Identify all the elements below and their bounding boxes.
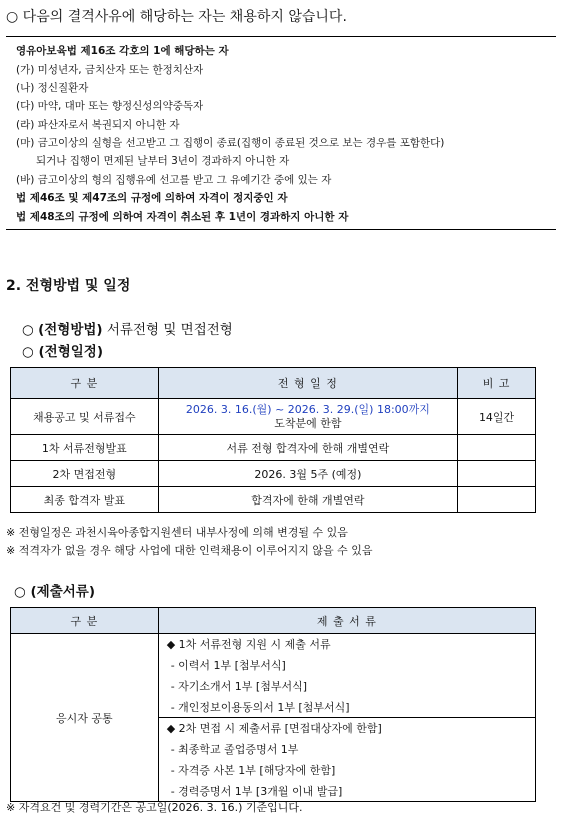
docs-category: 응시자 공통 [11, 634, 159, 802]
disqualification-line: (바) 금고이상의 형의 집행유예 선고를 받고 그 유예기간 중에 있는 자 [16, 174, 332, 186]
row-schedule: 2026. 3월 5주 (예정) [158, 461, 457, 487]
row-note: 14일간 [458, 399, 536, 435]
method-value: 서류전형 및 면접전형 [102, 322, 233, 338]
header-category: 구 분 [11, 608, 159, 634]
schedule-condition: 도착분에 한함 [274, 416, 342, 430]
doc-item: - 이력서 1부 [첨부서식] [158, 655, 535, 676]
schedule-heading: ○ (전형일정) [22, 344, 103, 360]
doc-item: - 경력증명서 1부 [3개월 이내 발급] [158, 781, 535, 802]
row-schedule: 서류 전형 합격자에 한해 개별연락 [158, 435, 457, 461]
disqualification-line: (라) 파산자로서 복권되지 아니한 자 [16, 119, 180, 131]
disqualification-line: 법 제46조 및 제47조의 규정에 의하여 자격이 정지중인 자 [16, 192, 288, 204]
section-title: 2. 전형방법 및 일정 [6, 278, 131, 294]
row-category: 1차 서류전형발표 [11, 435, 159, 461]
doc-item: - 개인정보이용동의서 1부 [첨부서식] [158, 697, 535, 718]
doc-item: - 자격증 사본 1부 [해당자에 한함] [158, 760, 535, 781]
row-schedule [158, 399, 457, 435]
table-row [11, 435, 536, 461]
schedule-note: ※ 적격자가 없을 경우 해당 사업에 대한 인력채용이 이루어지지 않을 수 있음 [6, 544, 373, 557]
schedule-period: 2026. 3. 16.(월) ~ 2026. 3. 29.(일) 18:00까지 [185, 402, 430, 416]
doc-item: ◆ 2차 면접 시 제출서류 [면접대상자에 한함] [158, 718, 535, 739]
table-row [11, 461, 536, 487]
disqualification-intro: ○ 다음의 결격사유에 해당하는 자는 채용하지 않습니다. [6, 9, 347, 25]
disqualification-box [6, 36, 556, 230]
row-category: 최종 합격자 발표 [11, 487, 159, 513]
doc-item: - 최종학교 졸업증명서 1부 [158, 739, 535, 760]
disqualification-line: (나) 정신질환자 [16, 82, 89, 94]
method-label: (전형방법) [38, 322, 103, 338]
row-category: 채용공고 및 서류접수 [11, 399, 159, 435]
header-category: 구 분 [11, 368, 159, 399]
doc-item: ◆ 1차 서류전형 지원 시 제출 서류 [158, 634, 535, 655]
docs-heading: ○ (제출서류) [14, 584, 95, 600]
disqualification-line: 법 제48조의 규정에 의하여 자격이 취소된 후 1년이 경과하지 아니한 자 [16, 211, 349, 223]
footer-note: ※ 자격요건 및 경력기간은 공고일(2026. 3. 16.) 기준입니다. [6, 801, 303, 814]
header-documents: 제 출 서 류 [158, 608, 535, 634]
schedule-table [10, 367, 536, 513]
method-heading [22, 318, 233, 338]
disqualification-line: 되거나 집행이 면제된 날부터 3년이 경과하지 아니한 자 [16, 155, 290, 167]
row-note [458, 461, 536, 487]
schedule-note: ※ 전형일정은 과천시육아종합지원센터 내부사정에 의해 변경될 수 있음 [6, 526, 348, 539]
table-header-row [11, 368, 536, 399]
disqualification-line: (마) 금고이상의 실형을 선고받고 그 집행이 종료(집행이 종료된 것으로 보는 경우를 포함한다) [16, 137, 445, 149]
row-schedule: 합격자에 한해 개별연락 [158, 487, 457, 513]
documents-table [10, 607, 536, 802]
row-note [458, 487, 536, 513]
row-category: 2차 면접전형 [11, 461, 159, 487]
disqualification-line: (다) 마약, 대마 또는 향정신성의약중독자 [16, 100, 204, 112]
table-row [11, 487, 536, 513]
table-header-row [11, 608, 536, 634]
disqualification-line: (가) 미성년자, 금치산자 또는 한정치산자 [16, 64, 204, 76]
table-row [11, 399, 536, 435]
header-schedule: 전 형 일 정 [158, 368, 457, 399]
circle-bullet: ○ [22, 322, 39, 338]
table-row [11, 634, 536, 655]
row-note [458, 435, 536, 461]
doc-item: - 자기소개서 1부 [첨부서식] [158, 676, 535, 697]
disqualification-line: 영유아보육법 제16조 각호의 1에 해당하는 자 [16, 45, 229, 57]
header-note: 비 고 [458, 368, 536, 399]
